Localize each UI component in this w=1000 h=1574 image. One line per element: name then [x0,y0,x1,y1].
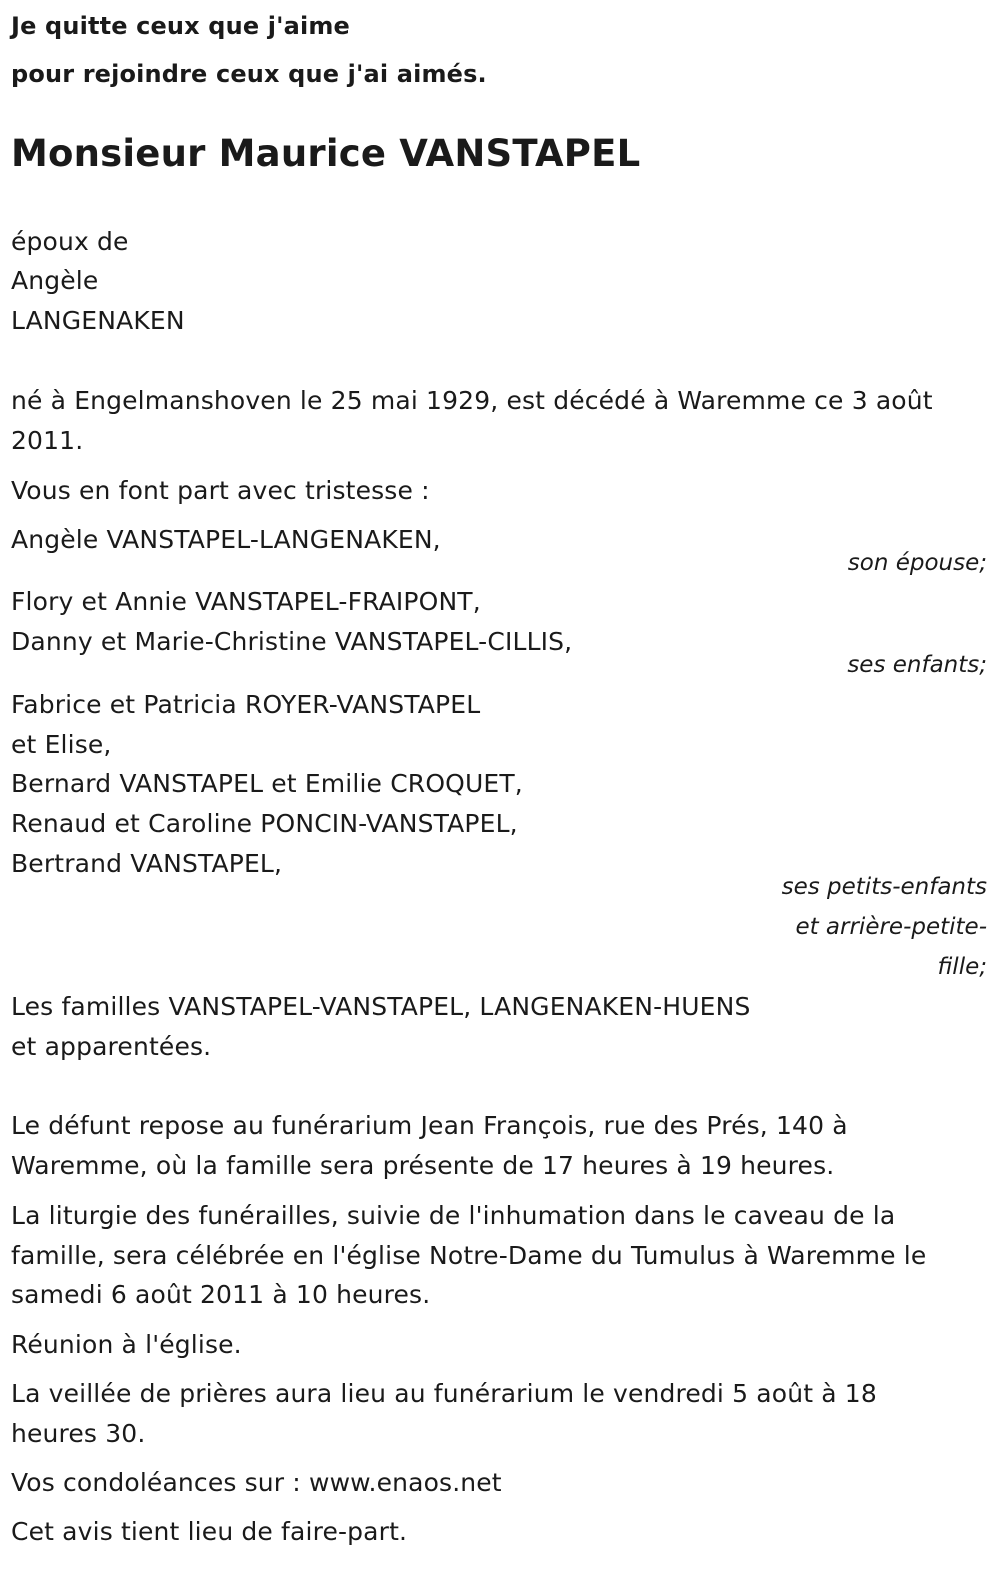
liturgie-line-1: La liturgie des funérailles, suivie de l'inhumation dans le caveau de la [11,1201,896,1230]
condoleances-text: Vos condoléances sur : www.enaos.net [11,1468,502,1497]
petits-enfants-relation-line-2: et arrière-petite- [795,914,987,940]
funerarium-line-1: Le défunt repose au funérarium Jean François, rue des Prés, 140 à [11,1111,848,1140]
familles-line-2: et apparentées. [11,1032,212,1061]
enfant-name-2: Danny et Marie-Christine VANSTAPEL-CILLIS, [11,627,573,656]
enfant-name-1: Flory et Annie VANSTAPEL-FRAIPONT, [11,587,481,616]
liturgie-line-3: samedi 6 août 2011 à 10 heures. [11,1280,431,1309]
petit-enfant-line-5: Bertrand VANSTAPEL, [11,849,283,878]
liturgie-line-2: famille, sera célébrée en l'église Notre-Dame du Tumulus à Waremme le [11,1241,927,1270]
petit-enfant-line-2: et Elise, [11,730,112,759]
birth-death-line-2: 2011. [11,426,84,455]
familles-line-1: Les familles VANSTAPEL-VANSTAPEL, LANGENAKEN-HUENS [11,992,751,1021]
epouse-relation: son épouse; [847,550,987,576]
petits-enfants-relation-line-1: ses petits-enfants [781,874,987,900]
announce-text: Vous en font part avec tristesse : [11,476,430,505]
petit-enfant-line-3: Bernard VANSTAPEL et Emilie CROQUET, [11,769,523,798]
petits-enfants-relation-line-3: fille; [937,954,987,980]
reunion-text: Réunion à l'église. [11,1330,242,1359]
veillee-line-1: La veillée de prières aura lieu au funérarium le vendredi 5 août à 18 [11,1379,877,1408]
petit-enfant-line-1: Fabrice et Patricia ROYER-VANSTAPEL [11,690,481,719]
enfants-relation: ses enfants; [847,652,987,678]
spouse-first-name: Angèle [11,266,99,295]
spouse-last-name: LANGENAKEN [11,306,185,335]
epouse-name: Angèle VANSTAPEL-LANGENAKEN, [11,525,441,554]
birth-death-line-1: né à Engelmanshoven le 25 mai 1929, est décédé à Waremme ce 3 août [11,386,933,415]
epigraph-line-2: pour rejoindre ceux que j'ai aimés. [11,60,487,88]
spouse-intro: époux de [11,227,129,256]
epigraph-line-1: Je quitte ceux que j'aime [11,12,350,40]
veillee-line-2: heures 30. [11,1419,146,1448]
deceased-name: Monsieur Maurice VANSTAPEL [11,132,641,175]
petit-enfant-line-4: Renaud et Caroline PONCIN-VANSTAPEL, [11,809,518,838]
faire-part-text: Cet avis tient lieu de faire-part. [11,1517,408,1546]
funerarium-line-2: Waremme, où la famille sera présente de 17 heures à 19 heures. [11,1151,835,1180]
